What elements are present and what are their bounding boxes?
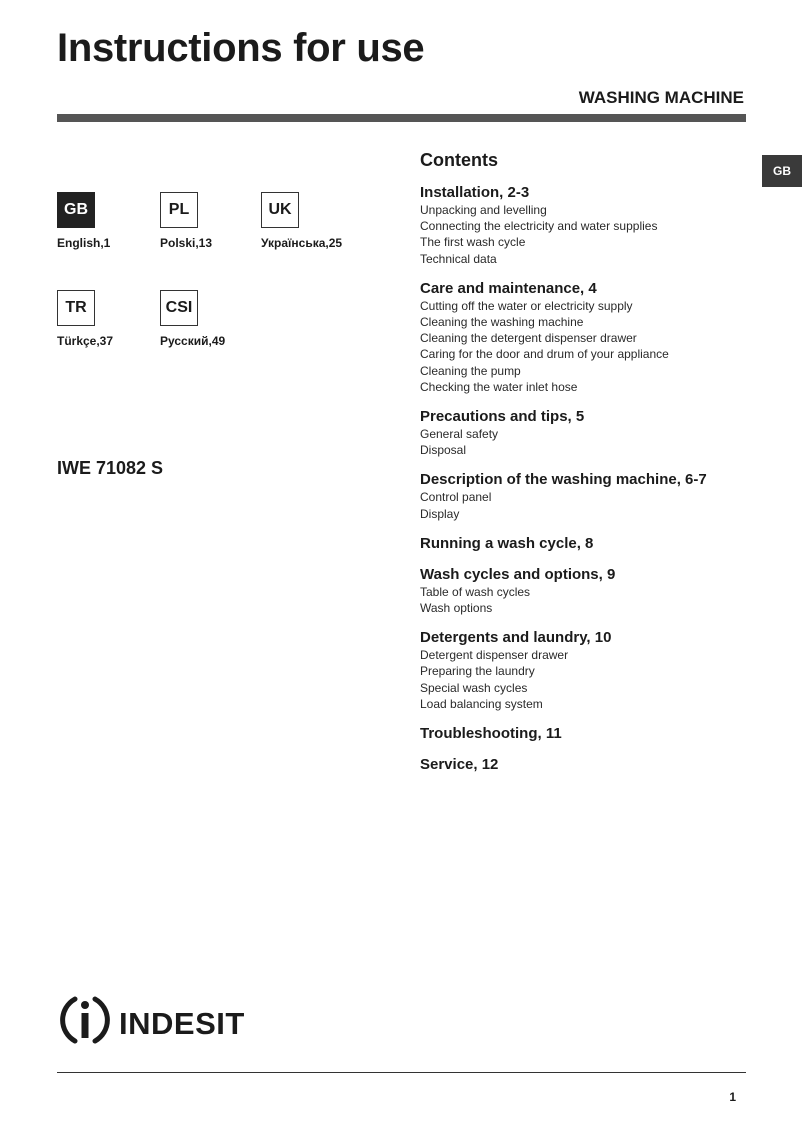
section-item: Special wash cycles — [420, 680, 528, 695]
brand-logo — [57, 992, 257, 1048]
brand-name: INDESIT — [119, 1006, 245, 1041]
language-entry-csi — [160, 290, 280, 348]
language-code-badge: TR — [57, 290, 95, 326]
section-item: Caring for the door and drum of your appliance — [420, 347, 669, 362]
language-label: English,1 — [57, 236, 111, 250]
section-title: Running a wash cycle, 8 — [420, 534, 594, 552]
section-item: Technical data — [420, 251, 497, 266]
contents-heading: Contents — [420, 150, 498, 170]
language-code-badge: PL — [160, 192, 198, 228]
header-divider — [57, 114, 746, 122]
contents-section — [420, 725, 760, 743]
section-item: Connecting the electricity and water supplies — [420, 219, 658, 234]
section-item: Cleaning the washing machine — [420, 315, 584, 330]
contents-section — [420, 184, 760, 267]
section-item: General safety — [420, 427, 499, 442]
section-item: Cutting off the water or electricity supply — [420, 298, 633, 313]
section-item: Disposal — [420, 443, 467, 458]
language-label: Polski,13 — [160, 236, 213, 250]
language-entry-uk — [261, 192, 381, 250]
section-item: Cleaning the detergent dispenser drawer — [420, 331, 637, 346]
language-label: Русский,49 — [160, 334, 226, 348]
table-of-contents — [420, 150, 760, 787]
section-title: Troubleshooting, 11 — [420, 725, 562, 743]
product-type: WASHING MACHINE — [578, 88, 744, 107]
indesit-logo-icon — [57, 992, 113, 1048]
section-item: Wash options — [420, 601, 493, 616]
language-code-badge: UK — [261, 192, 299, 228]
section-item: Display — [420, 506, 460, 521]
contents-section — [420, 566, 760, 616]
language-entry-gb — [57, 192, 177, 250]
section-title: Installation, 2-3 — [420, 184, 530, 201]
section-item: Cleaning the pump — [420, 363, 521, 378]
contents-sections — [420, 184, 760, 774]
section-item: Preparing the laundry — [420, 664, 535, 679]
section-title: Care and maintenance, 4 — [420, 279, 597, 297]
model-number: IWE 71082 S — [57, 458, 164, 478]
section-item: Detergent dispenser drawer — [420, 648, 569, 663]
language-code-badge: GB — [57, 192, 95, 228]
section-item: Control panel — [420, 490, 492, 505]
contents-section — [420, 629, 760, 712]
section-item: The first wash cycle — [420, 235, 526, 250]
section-title: Precautions and tips, 5 — [420, 408, 585, 426]
language-entry-tr — [57, 290, 177, 348]
language-code-badge: CSI — [160, 290, 198, 326]
contents-section — [420, 535, 760, 553]
section-title: Wash cycles and options, 9 — [420, 565, 616, 583]
language-label: Українська,25 — [261, 236, 343, 250]
contents-section — [420, 280, 760, 395]
section-item: Load balancing system — [420, 696, 543, 711]
contents-section — [420, 408, 760, 458]
section-title: Description of the washing machine, 6-7 — [420, 471, 707, 489]
page-title: Instructions for use — [57, 26, 425, 70]
section-item: Table of wash cycles — [420, 584, 531, 599]
footer-divider — [57, 1072, 746, 1073]
section-title: Detergents and laundry, 10 — [420, 629, 612, 647]
section-item: Unpacking and levelling — [420, 203, 547, 217]
language-side-tab: GB — [762, 155, 802, 187]
contents-section — [420, 756, 760, 774]
contents-section — [420, 471, 760, 521]
section-title: Service, 12 — [420, 756, 499, 774]
language-label: Türkçe,37 — [57, 334, 114, 348]
page-number: 1 — [729, 1090, 736, 1104]
section-item: Checking the water inlet hose — [420, 379, 578, 394]
